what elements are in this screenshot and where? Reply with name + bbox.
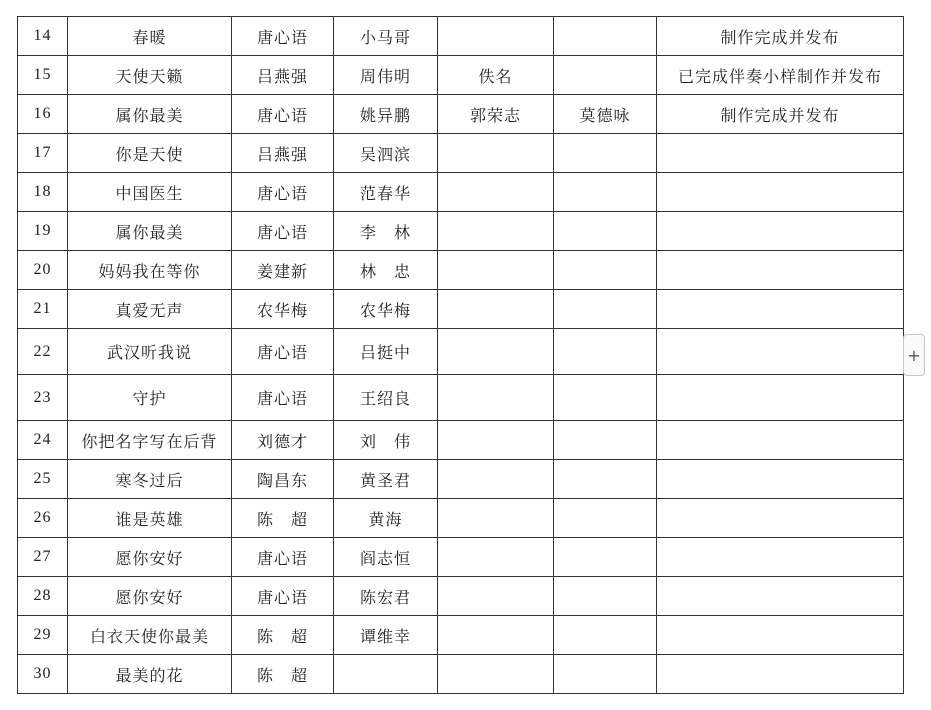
table-row	[18, 577, 904, 616]
cell-extra-2[interactable]	[554, 538, 657, 577]
cell-composer[interactable]: 刘 伟	[334, 421, 438, 460]
cell-status[interactable]	[657, 577, 904, 616]
cell-extra-2[interactable]	[554, 375, 657, 421]
table-row	[18, 95, 904, 134]
cell-song-title[interactable]: 真爱无声	[68, 290, 232, 329]
cell-song-title[interactable]: 你是天使	[68, 134, 232, 173]
cell-lyricist[interactable]: 唐心语	[232, 17, 334, 56]
table-row	[18, 173, 904, 212]
cell-number[interactable]: 25	[18, 460, 68, 499]
table-row	[18, 134, 904, 173]
cell-composer[interactable]: 范春华	[334, 173, 438, 212]
cell-extra-1[interactable]	[438, 538, 554, 577]
cell-extra-1[interactable]	[438, 251, 554, 290]
cell-status[interactable]	[657, 655, 904, 694]
cell-lyricist[interactable]: 唐心语	[232, 212, 334, 251]
cell-song-title[interactable]: 妈妈我在等你	[68, 251, 232, 290]
cell-composer[interactable]	[334, 655, 438, 694]
cell-extra-1[interactable]	[438, 290, 554, 329]
table-row	[18, 212, 904, 251]
plus-icon: +	[907, 345, 921, 365]
cell-status[interactable]	[657, 251, 904, 290]
cell-lyricist[interactable]: 唐心语	[232, 173, 334, 212]
cell-number[interactable]: 16	[18, 95, 68, 134]
cell-status[interactable]	[657, 616, 904, 655]
cell-extra-2[interactable]	[554, 134, 657, 173]
cell-composer[interactable]: 吕挺中	[334, 329, 438, 375]
cell-number[interactable]: 26	[18, 499, 68, 538]
cell-extra-2[interactable]	[554, 173, 657, 212]
table-row	[18, 329, 904, 375]
cell-status[interactable]	[657, 290, 904, 329]
song-table	[17, 16, 904, 694]
cell-number[interactable]: 23	[18, 375, 68, 421]
cell-song-title[interactable]: 愿你安好	[68, 538, 232, 577]
cell-status[interactable]	[657, 460, 904, 499]
cell-number[interactable]: 30	[18, 655, 68, 694]
cell-extra-2[interactable]	[554, 577, 657, 616]
cell-extra-1[interactable]	[438, 375, 554, 421]
cell-status[interactable]	[657, 538, 904, 577]
cell-extra-2[interactable]: 莫德咏	[554, 95, 657, 134]
cell-song-title[interactable]: 白衣天使你最美	[68, 616, 232, 655]
cell-composer[interactable]: 周伟明	[334, 56, 438, 95]
cell-composer[interactable]: 姚异鹏	[334, 95, 438, 134]
table-row	[18, 251, 904, 290]
cell-extra-1[interactable]	[438, 460, 554, 499]
table-row	[18, 290, 904, 329]
cell-lyricist[interactable]: 农华梅	[232, 290, 334, 329]
cell-extra-2[interactable]	[554, 251, 657, 290]
cell-status[interactable]: 制作完成并发布	[657, 17, 904, 56]
table-row	[18, 56, 904, 95]
cell-extra-1[interactable]	[438, 421, 554, 460]
cell-lyricist[interactable]: 吕燕强	[232, 56, 334, 95]
cell-status[interactable]	[657, 329, 904, 375]
cell-extra-1[interactable]	[438, 329, 554, 375]
cell-lyricist[interactable]: 唐心语	[232, 329, 334, 375]
cell-extra-1[interactable]	[438, 616, 554, 655]
cell-extra-2[interactable]	[554, 212, 657, 251]
table-row	[18, 499, 904, 538]
cell-number[interactable]: 22	[18, 329, 68, 375]
table-row	[18, 460, 904, 499]
cell-lyricist[interactable]: 吕燕强	[232, 134, 334, 173]
cell-extra-1[interactable]	[438, 134, 554, 173]
cell-lyricist[interactable]: 刘德才	[232, 421, 334, 460]
cell-song-title[interactable]: 谁是英雄	[68, 499, 232, 538]
cell-composer[interactable]: 李 林	[334, 212, 438, 251]
cell-composer[interactable]: 吴泗滨	[334, 134, 438, 173]
cell-number[interactable]: 24	[18, 421, 68, 460]
cell-song-title[interactable]: 春暖	[68, 17, 232, 56]
cell-extra-1[interactable]	[438, 499, 554, 538]
table-row	[18, 538, 904, 577]
cell-number[interactable]: 18	[18, 173, 68, 212]
cell-lyricist[interactable]: 陈 超	[232, 499, 334, 538]
cell-lyricist[interactable]: 唐心语	[232, 375, 334, 421]
cell-composer[interactable]: 黄海	[334, 499, 438, 538]
cell-number[interactable]: 17	[18, 134, 68, 173]
cell-extra-1[interactable]	[438, 577, 554, 616]
table-row	[18, 421, 904, 460]
cell-extra-1[interactable]	[438, 173, 554, 212]
table-row	[18, 375, 904, 421]
cell-number[interactable]: 21	[18, 290, 68, 329]
cell-lyricist[interactable]: 唐心语	[232, 538, 334, 577]
cell-composer[interactable]: 陈宏君	[334, 577, 438, 616]
add-row-button[interactable]	[903, 334, 925, 376]
cell-number[interactable]: 14	[18, 17, 68, 56]
cell-extra-1[interactable]: 佚名	[438, 56, 554, 95]
cell-status[interactable]	[657, 134, 904, 173]
cell-status[interactable]	[657, 212, 904, 251]
table-row	[18, 616, 904, 655]
cell-status[interactable]	[657, 173, 904, 212]
cell-lyricist[interactable]: 陶昌东	[232, 460, 334, 499]
cell-song-title[interactable]: 武汉听我说	[68, 329, 232, 375]
cell-status[interactable]: 已完成伴奏小样制作并发布	[657, 56, 904, 95]
cell-number[interactable]: 19	[18, 212, 68, 251]
cell-status[interactable]: 制作完成并发布	[657, 95, 904, 134]
cell-lyricist[interactable]: 陈 超	[232, 655, 334, 694]
cell-extra-1[interactable]: 郭荣志	[438, 95, 554, 134]
cell-extra-2[interactable]	[554, 499, 657, 538]
cell-song-title[interactable]: 最美的花	[68, 655, 232, 694]
cell-extra-1[interactable]	[438, 17, 554, 56]
cell-lyricist[interactable]: 陈 超	[232, 616, 334, 655]
cell-number[interactable]: 27	[18, 538, 68, 577]
cell-status[interactable]	[657, 499, 904, 538]
cell-composer[interactable]: 王绍良	[334, 375, 438, 421]
cell-extra-1[interactable]	[438, 655, 554, 694]
cell-extra-2[interactable]	[554, 56, 657, 95]
cell-extra-2[interactable]	[554, 655, 657, 694]
cell-song-title[interactable]: 属你最美	[68, 212, 232, 251]
cell-number[interactable]: 29	[18, 616, 68, 655]
cell-song-title[interactable]: 寒冬过后	[68, 460, 232, 499]
cell-status[interactable]	[657, 421, 904, 460]
cell-song-title[interactable]: 天使天籁	[68, 56, 232, 95]
table-body	[18, 17, 904, 694]
page-top-margin	[0, 0, 931, 16]
cell-extra-2[interactable]	[554, 17, 657, 56]
cell-extra-2[interactable]	[554, 616, 657, 655]
cell-lyricist[interactable]: 唐心语	[232, 577, 334, 616]
cell-number[interactable]: 15	[18, 56, 68, 95]
cell-number[interactable]: 20	[18, 251, 68, 290]
table-row	[18, 655, 904, 694]
cell-extra-2[interactable]	[554, 421, 657, 460]
cell-song-title[interactable]: 守护	[68, 375, 232, 421]
cell-composer[interactable]: 林 忠	[334, 251, 438, 290]
cell-extra-2[interactable]	[554, 329, 657, 375]
cell-composer[interactable]: 小马哥	[334, 17, 438, 56]
cell-composer[interactable]: 农华梅	[334, 290, 438, 329]
cell-song-title[interactable]: 你把名字写在后背	[68, 421, 232, 460]
cell-number[interactable]: 28	[18, 577, 68, 616]
cell-status[interactable]	[657, 375, 904, 421]
cell-lyricist[interactable]: 唐心语	[232, 95, 334, 134]
cell-extra-2[interactable]	[554, 290, 657, 329]
cell-composer[interactable]: 谭维幸	[334, 616, 438, 655]
table-row	[18, 17, 904, 56]
cell-song-title[interactable]: 属你最美	[68, 95, 232, 134]
cell-lyricist[interactable]: 姜建新	[232, 251, 334, 290]
cell-composer[interactable]: 阎志恒	[334, 538, 438, 577]
cell-extra-1[interactable]	[438, 212, 554, 251]
cell-extra-2[interactable]	[554, 460, 657, 499]
cell-song-title[interactable]: 愿你安好	[68, 577, 232, 616]
cell-song-title[interactable]: 中国医生	[68, 173, 232, 212]
cell-composer[interactable]: 黄圣君	[334, 460, 438, 499]
